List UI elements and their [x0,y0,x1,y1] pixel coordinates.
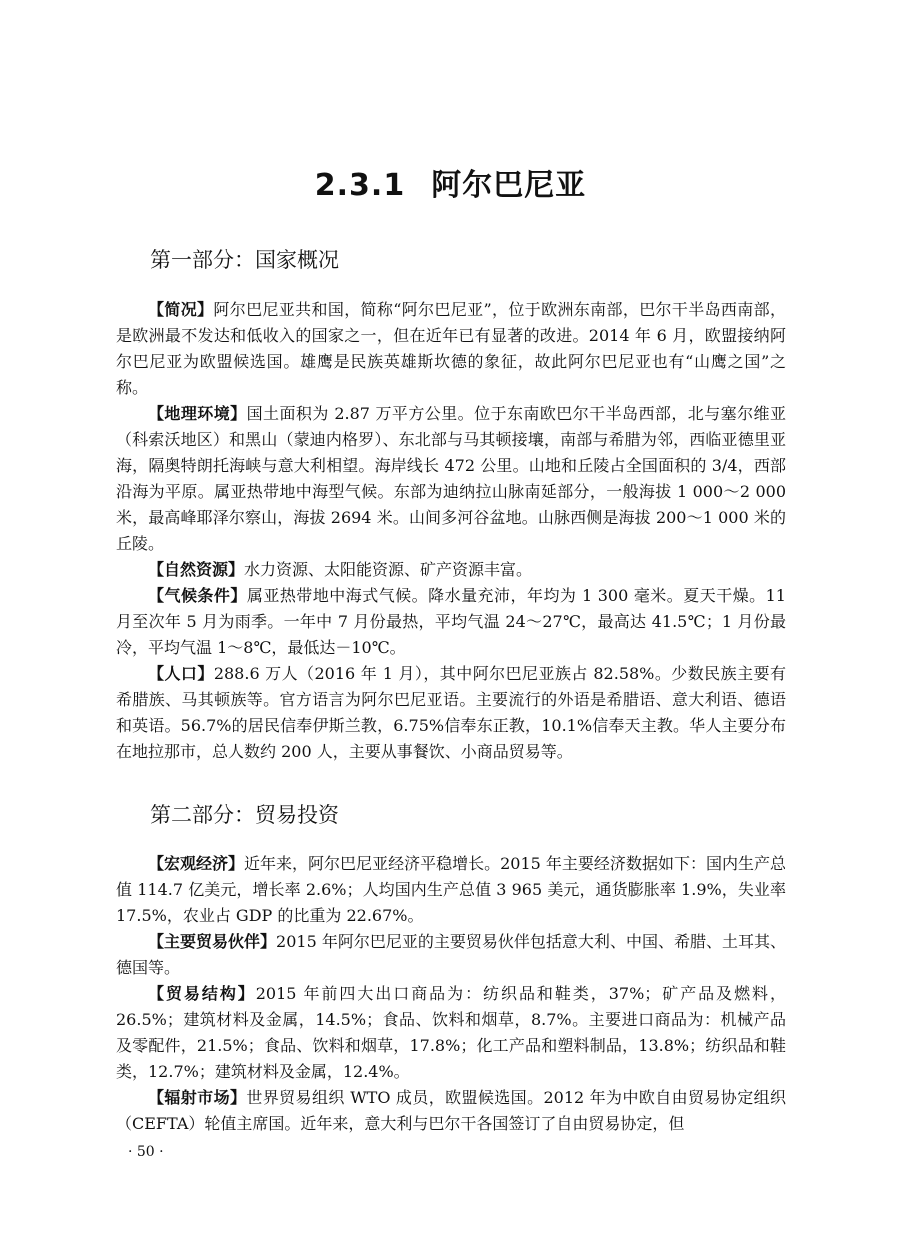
page-number: · 50 · [128,1144,164,1160]
paragraph-tag: 【辐射市场】 [148,1088,247,1107]
paragraph-text: 阿尔巴尼亚共和国，简称“阿尔巴尼亚”，位于欧洲东南部，巴尔干半岛西南部，是欧洲最不发达和低收入的国家之一，但在近年已有显著的改进。2014 年 6 月，欧盟接纳阿尔巴尼亚为欧盟候选国。雄鹰是民族英雄斯坎德的象征，故此阿尔巴尼亚也有“山鹰之国”之称。 [116,300,786,397]
paragraph-tag: 【主要贸易伙伴】 [148,932,277,951]
paragraph-text: 水力资源、太阳能资源、矿产资源丰富。 [244,560,533,579]
paragraph-text: 世界贸易组织 WTO 成员，欧盟候选国。2012 年为中欧自由贸易协定组织（CEFTA）轮值主席国。近年来，意大利与巴尔干各国签订了自由贸易协定，但 [116,1088,786,1133]
chapter-name: 阿尔巴尼亚 [431,168,587,203]
section-heading-trade: 第二部分：贸易投资 [150,803,339,827]
paragraph-tag: 【气候条件】 [148,586,247,605]
paragraph-text: 2015 年阿尔巴尼亚的主要贸易伙伴包括意大利、中国、希腊、土耳其、德国等。 [116,932,786,977]
paragraph-climate [116,583,786,661]
paragraph-tag: 【宏观经济】 [148,854,245,873]
paragraph-text: 国土面积为 2.87 万平方公里。位于东南欧巴尔干半岛西部，北与塞尔维亚（科索沃地区）和黑山（蒙迪内格罗）、东北部与马其顿接壤，南部与希腊为邻，西临亚德里亚海，隔奥特朗托海峡与意大利相望。海岸线长 472 公里。山地和丘陵占全国面积的 3/4，西部沿海为平原。属亚热带地中海型气候。东部为迪纳拉山脉南延部分，一般海拔 1 000～2 000 米，最高峰耶泽尔察山，海拔 2694 米。山间多河谷盆地。山脉西侧是海拔 200～1 000 米的丘陵。 [116,404,786,553]
section-heading-overview: 第一部分：国家概况 [150,248,339,272]
paragraph-geography [116,401,786,557]
paragraph-text: 288.6 万人（2016 年 1 月），其中阿尔巴尼亚族占 82.58%。少数民族主要有希腊族、马其顿族等。官方语言为阿尔巴尼亚语。主要流行的外语是希腊语、意大利语、德语和英语。56.7%的居民信奉伊斯兰教，6.75%信奉东正教，10.1%信奉天主教。华人主要分布在地拉那市，总人数约 200 人，主要从事餐饮、小商品贸易等。 [116,664,786,761]
paragraph-tag: 【人口】 [148,664,214,683]
paragraph-market-reach [116,1085,786,1137]
paragraph-trade-structure [116,981,786,1085]
paragraph-text: 2015 年前四大出口商品为：纺织品和鞋类，37%；矿产品及燃料，26.5%；建筑材料及金属，14.5%；食品、饮料和烟草，8.7%。主要进口商品为：机械产品及零配件，21.5%；食品、饮料和烟草，17.8%；化工产品和塑料制品，13.8%；纺织品和鞋类，12.7%；建筑材料及金属，12.4%。 [116,984,786,1081]
chapter-title [0,160,901,204]
paragraph-summary [116,297,786,401]
paragraph-tag: 【自然资源】 [148,560,245,579]
paragraph-macroeconomy [116,851,786,929]
chapter-number: 2.3.1 [314,168,406,203]
section-overview-body [116,297,786,765]
paragraph-tag: 【地理环境】 [148,404,247,423]
paragraph-tag: 【简况】 [148,300,214,319]
section-trade-body [116,851,786,1137]
paragraph-population [116,661,786,765]
paragraph-text: 属亚热带地中海式气候。降水量充沛，年均为 1 300 毫米。夏天干燥。11 月至次年 5 月为雨季。一年中 7 月份最热，平均气温 24～27℃，最高达 41.5℃；1 月份最冷，平均气温 1～8℃，最低达－10℃。 [116,586,786,657]
paragraph-tag: 【贸易结构】 [148,984,256,1003]
paragraph-trade-partners [116,929,786,981]
paragraph-resources [116,557,786,583]
paragraph-text: 近年来，阿尔巴尼亚经济平稳增长。2015 年主要经济数据如下：国内生产总值 114.7 亿美元，增长率 2.6%；人均国内生产总值 3 965 美元，通货膨胀率 1.9%，失业率 17.5%，农业占 GDP 的比重为 22.67%。 [116,854,786,925]
